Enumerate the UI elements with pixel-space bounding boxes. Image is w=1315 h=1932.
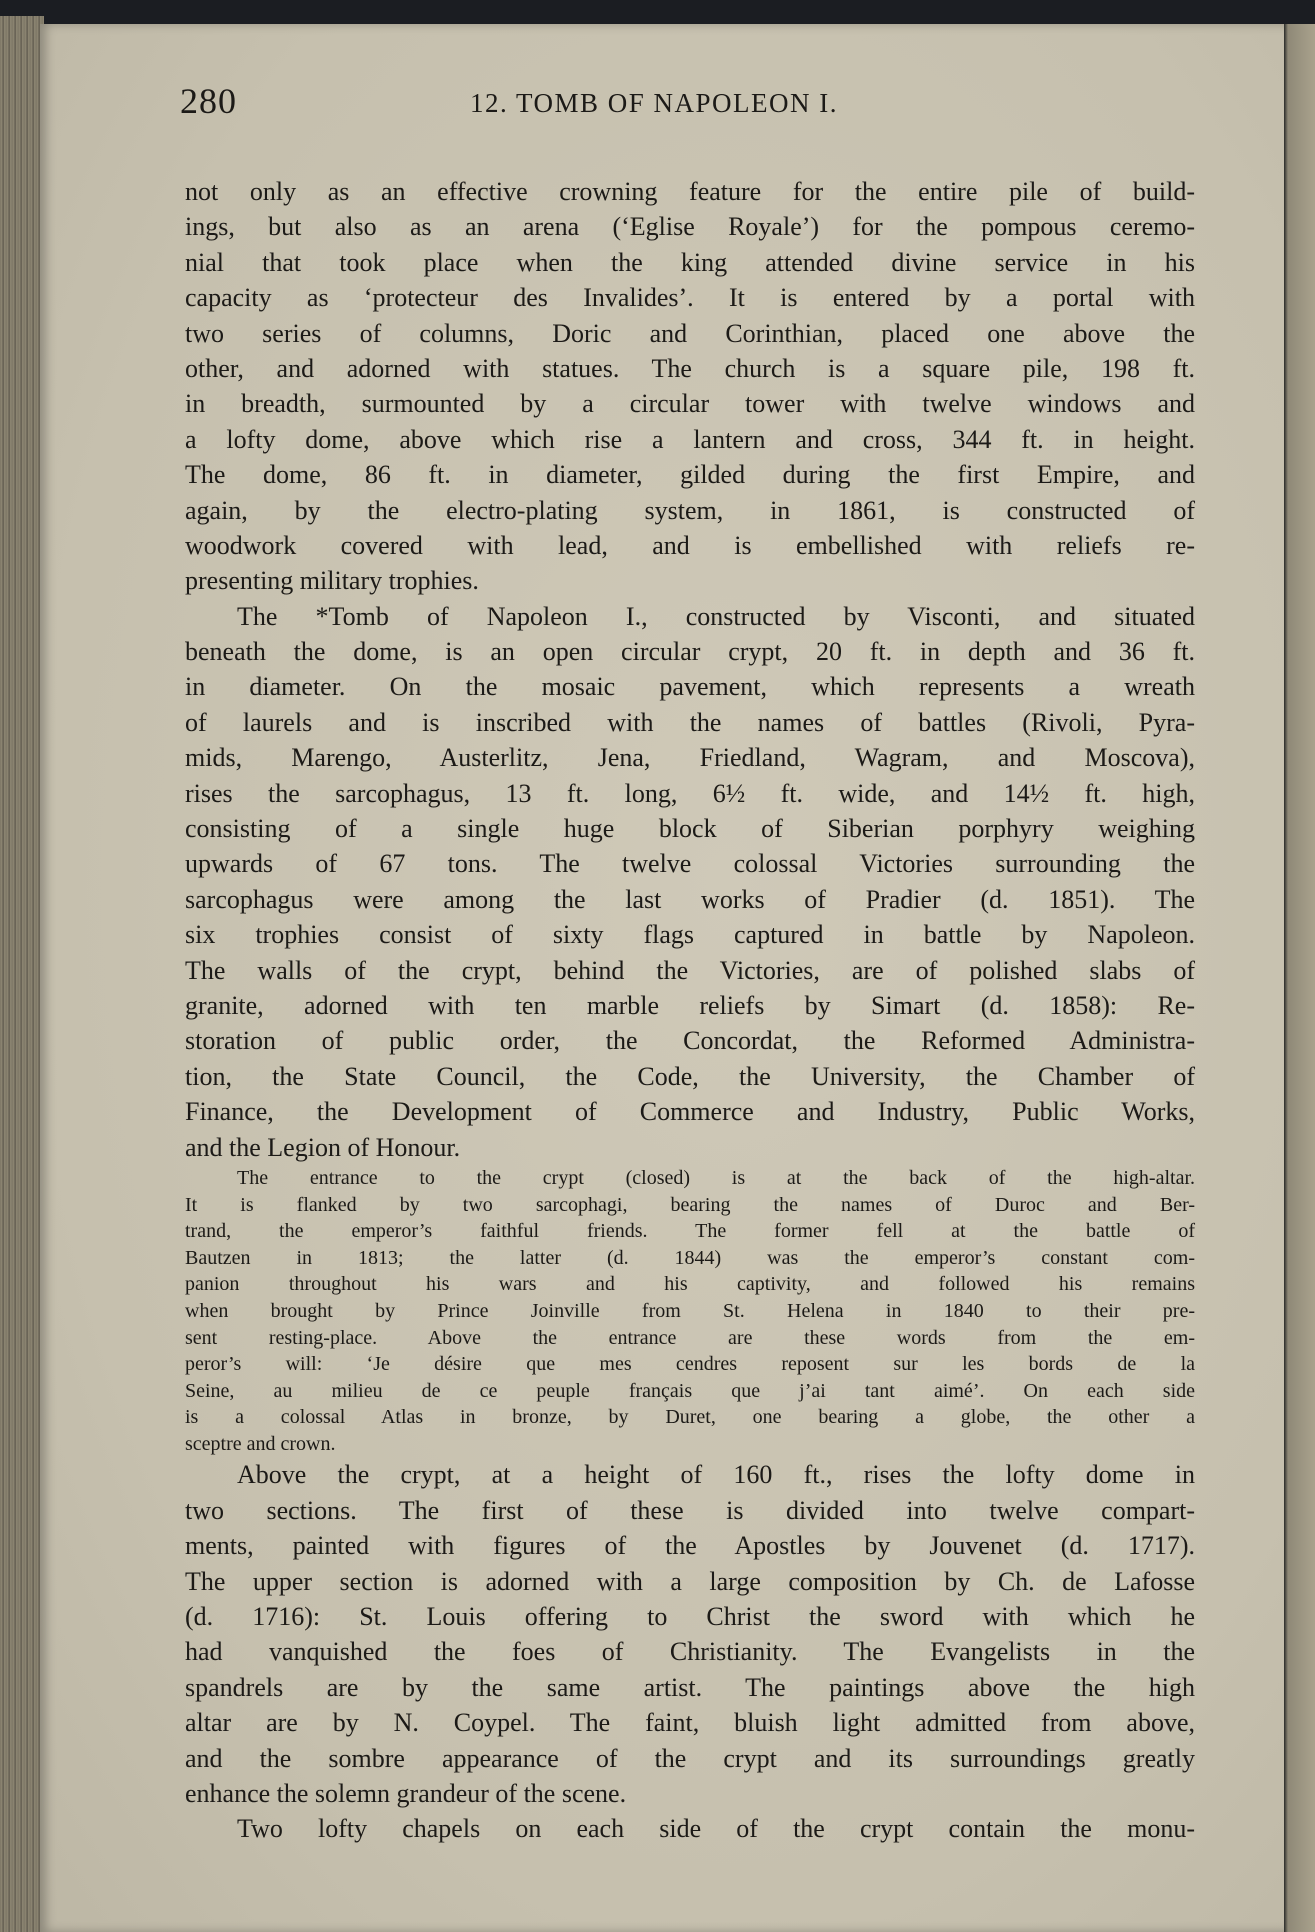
text-line: Two lofty chapels on each side of the crypt contain the monu- [237,1814,1195,1844]
text-line: had vanquished the foes of Christianity. The Evangelists in the [185,1637,1195,1667]
text-line: altar are by N. Coypel. The faint, bluish light admitted from above, [185,1708,1195,1738]
adjacent-page-edge [1284,24,1315,1932]
text-line: consisting of a single huge block of Siberian porphyry weighing [185,814,1195,844]
text-line: a lofty dome, above which rise a lantern and cross, 344 ft. in height. [185,424,1195,454]
text-line: mids, Marengo, Austerlitz, Jena, Friedland, Wagram, and Moscova), [185,743,1195,773]
note-line: trand, the emperor’s faithful friends. The former fell at the battle of [185,1220,1195,1243]
note-line: when brought by Prince Joinville from St. Helena in 1840 to their pre- [185,1299,1195,1322]
running-title: 12. TOMB OF NAPOLEON I. [470,88,839,118]
text-line: The upper section is adorned with a large composition by Ch. de Lafosse [185,1566,1195,1596]
text-line: upwards of 67 tons. The twelve colossal Victories surrounding the [185,849,1195,879]
text-line: and the sombre appearance of the crypt and its surroundings greatly [185,1743,1195,1773]
text-line: (d. 1716): St. Louis offering to Christ the sword with which he [185,1602,1195,1632]
page-header [180,80,1200,130]
text-line: beneath the dome, is an open circular crypt, 20 ft. in depth and 36 ft. [185,637,1195,667]
text-line: Finance, the Development of Commerce and Industry, Public Works, [185,1097,1195,1127]
text-line: storation of public order, the Concordat, the Reformed Administra- [185,1026,1195,1056]
text-line: two series of columns, Doric and Corinthian, placed one above the [185,318,1195,348]
note-line: Bautzen in 1813; the latter (d. 1844) was the emperor’s constant com- [185,1246,1195,1269]
text-line: woodwork covered with lead, and is embellished with reliefs re- [185,530,1195,560]
text-line: presenting military trophies. [185,566,479,596]
text-line: rises the sarcophagus, 13 ft. long, 6½ ft. wide, and 14½ ft. high, [185,778,1195,808]
text-line: nial that took place when the king attended divine service in his [185,247,1195,277]
page-edge-stack [0,16,44,1932]
text-line: other, and adorned with statues. The church is a square pile, 198 ft. [185,353,1195,383]
page-number: 280 [180,81,237,121]
text-line: tion, the State Council, the Code, the University, the Chamber of [185,1061,1195,1091]
note-line: The entrance to the crypt (closed) is at the back of the high-altar. [237,1166,1195,1189]
text-line: and the Legion of Honour. [185,1132,461,1162]
text-line: spandrels are by the same artist. The paintings above the high [185,1672,1195,1702]
text-line: not only as an effective crowning feature for the entire pile of build- [185,177,1195,206]
text-line: six trophies consist of sixty flags captured in battle by Napoleon. [185,920,1195,950]
text-line: in breadth, surmounted by a circular tower with twelve windows and [185,389,1195,419]
text-line: of laurels and is inscribed with the names of battles (Rivoli, Pyra- [185,707,1195,737]
text-line: The *Tomb of Napoleon I., constructed by Visconti, and situated [237,601,1195,631]
note-line: panion throughout his wars and his captivity, and followed his remains [185,1273,1195,1296]
text-line: enhance the solemn grandeur of the scene. [185,1778,627,1808]
text-line: capacity as ‘protecteur des Invalides’. It is entered by a portal with [185,283,1195,313]
note-line: Seine, au milieu de ce peuple français que j’ai tant aimé’. On each side [185,1379,1195,1402]
text-line: sarcophagus were among the last works of Pradier (d. 1851). The [185,884,1195,914]
text-line: two sections. The first of these is divided into twelve compart- [185,1495,1195,1525]
text-line: The walls of the crypt, behind the Victories, are of polished slabs of [185,955,1195,985]
book-page [40,24,1288,1932]
note-line: peror’s will: ‘Je désire que mes cendres reposent sur les bords de la [185,1353,1195,1376]
text-line: ings, but also as an arena (‘Eglise Royale’) for the pompous ceremo- [185,212,1195,242]
text-line: ments, painted with figures of the Apostles by Jouvenet (d. 1717). [185,1531,1195,1561]
text-line: granite, adorned with ten marble reliefs by Simart (d. 1858): Re- [185,990,1195,1020]
note-line: sent resting-place. Above the entrance are these words from the em- [185,1326,1195,1349]
body-text [185,174,1195,1847]
note-line: It is flanked by two sarcophagi, bearing the names of Duroc and Ber- [185,1193,1195,1216]
note-line: is a colossal Atlas in bronze, by Duret, one bearing a globe, the other a [185,1406,1195,1429]
text-line: again, by the electro-plating system, in 1861, is constructed of [185,495,1195,525]
text-line: Above the crypt, at a height of 160 ft., rises the lofty dome in [237,1460,1195,1490]
text-line: The dome, 86 ft. in diameter, gilded during the first Empire, and [185,460,1195,490]
note-line: sceptre and crown. [185,1432,336,1455]
text-line: in diameter. On the mosaic pavement, which represents a wreath [185,672,1195,702]
